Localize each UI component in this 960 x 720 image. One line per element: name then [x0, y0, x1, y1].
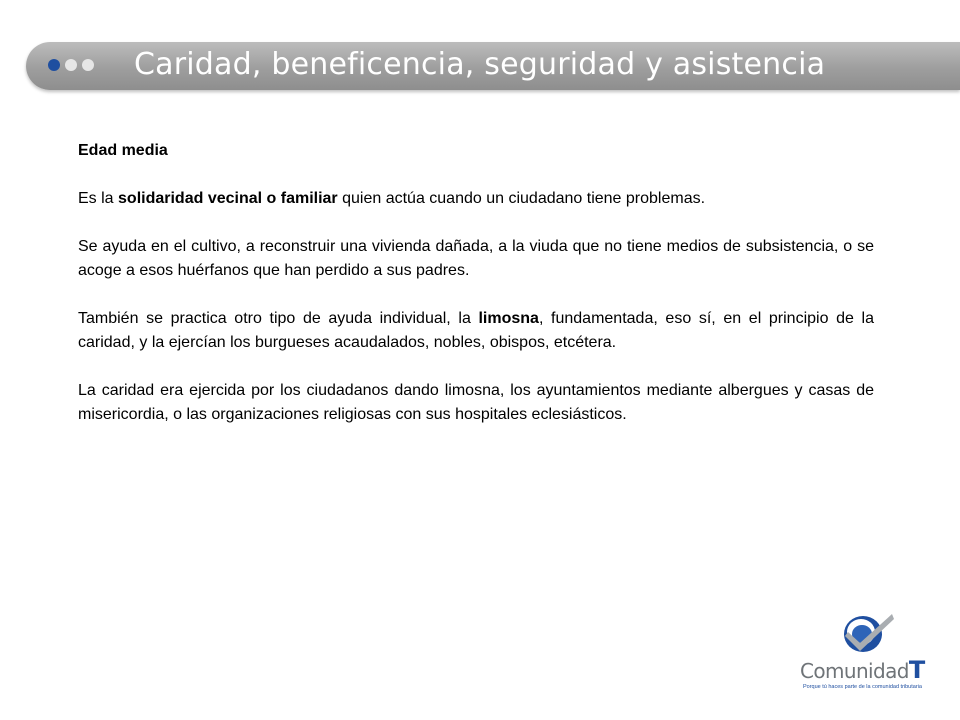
logo-wordmark-main: Comunidad	[800, 659, 909, 683]
title-bar	[26, 42, 960, 90]
paragraph-3-text-end: , fundamentada, eso sí, en el principio de la caridad, y la ejercían los burgueses acaudalados, nobles, obispos, etcétera.	[78, 310, 874, 351]
comunidad-t-logo	[800, 610, 940, 700]
logo-wordmark	[800, 656, 925, 684]
paragraph-3-text-start: También se practica otro tipo de ayuda individual, la	[78, 310, 479, 327]
slide-body	[78, 139, 874, 451]
paragraph-3	[78, 307, 874, 355]
paragraph-1	[78, 187, 874, 211]
paragraph-1-emphasis: solidaridad vecinal o familiar	[118, 190, 338, 207]
title-dots	[48, 59, 94, 71]
section-heading: Edad media	[78, 142, 168, 159]
slide-title: Caridad, beneficencia, seguridad y asistencia	[134, 47, 826, 82]
logo-wordmark-t: T	[908, 656, 925, 684]
paragraph-2: Se ayuda en el cultivo, a reconstruir una vivienda dañada, a la viuda que no tiene medios de subsistencia, o se acoge a esos huérfanos que han perdido a sus padres.	[78, 238, 874, 279]
dot-active-icon	[48, 59, 60, 71]
checkmark-badge-icon	[836, 610, 896, 656]
logo-tagline: Porque tú haces parte de la comunidad tributaria	[803, 684, 922, 690]
paragraph-3-emphasis: limosna	[478, 310, 539, 327]
dot-inactive-icon	[65, 59, 77, 71]
dot-inactive-icon	[82, 59, 94, 71]
paragraph-4: La caridad era ejercida por los ciudadanos dando limosna, los ayuntamientos mediante albergues y casas de misericordia, o las organizaciones religiosas con sus hospitales eclesiásticos.	[78, 382, 874, 423]
paragraph-1-text-end: quien actúa cuando un ciudadano tiene problemas.	[337, 190, 706, 207]
paragraph-1-text-start: Es la	[78, 190, 119, 207]
